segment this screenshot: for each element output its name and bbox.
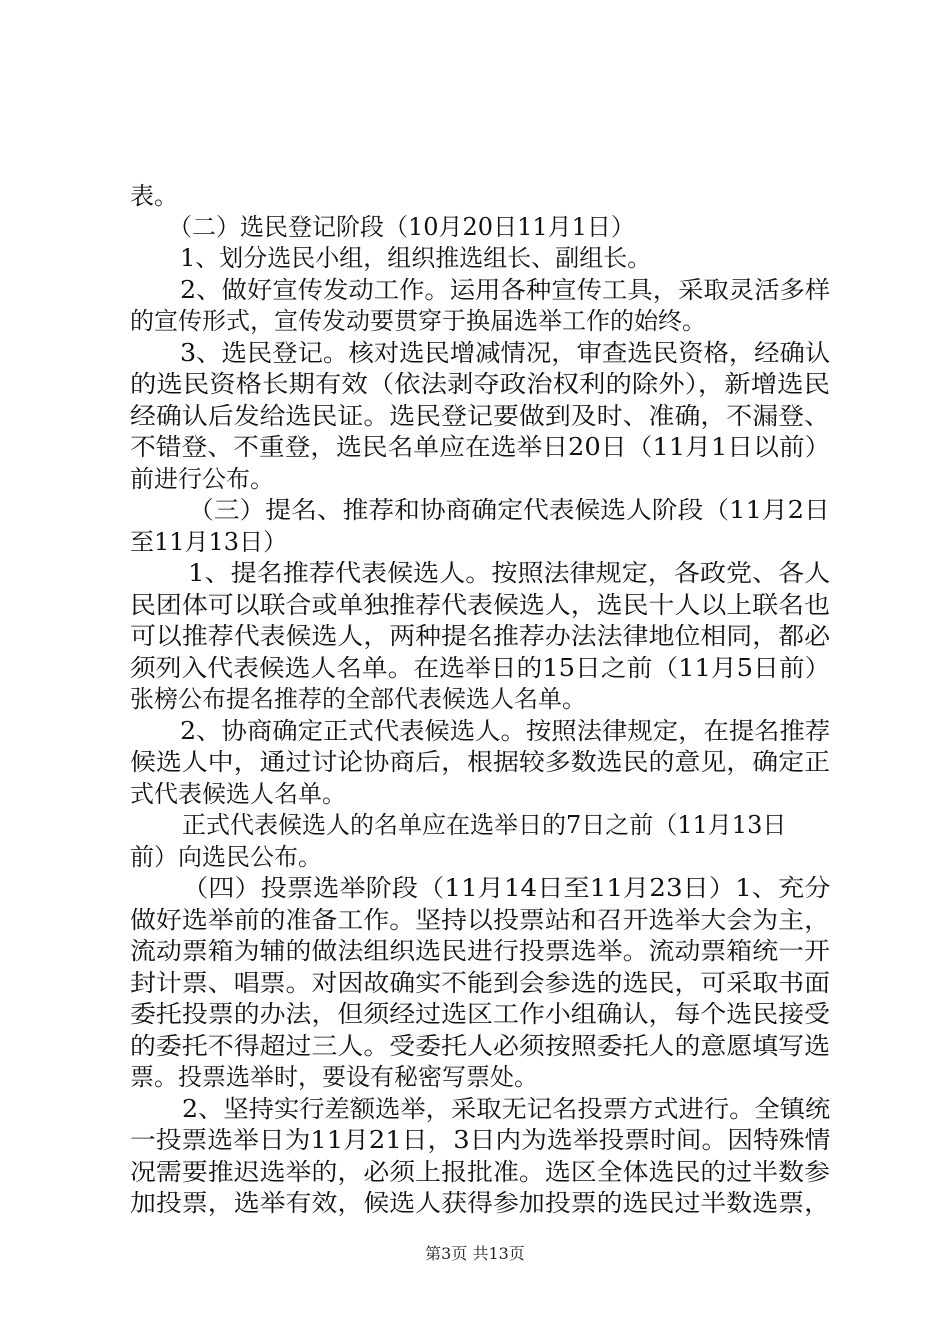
paragraph-line: 的选民资格长期有效（依法剥夺政治权利的除外），新增选民 bbox=[130, 370, 830, 398]
paragraph-line: 的宣传形式，宣传发动要贯穿于换届选举工作的始终。 bbox=[130, 307, 706, 335]
paragraph-line: 2、做好宣传发动工作。运用各种宣传工具，采取灵活多样 bbox=[180, 276, 831, 304]
paragraph-line: 3、选民登记。核对选民增减情况，审查选民资格，经确认 bbox=[180, 339, 831, 367]
section-heading-line: 至11月13日） bbox=[130, 528, 288, 556]
paragraph-line: 流动票箱为辅的做法组织选民进行投票选举。流动票箱统一开 bbox=[130, 937, 830, 965]
paragraph-line: 前）向选民公布。 bbox=[130, 843, 322, 871]
paragraph-line: 不错登、不重登，选民名单应在选举日20日（11月1日以前） bbox=[130, 433, 831, 461]
paragraph-line: 2、协商确定正式代表候选人。按照法律规定，在提名推荐 bbox=[180, 717, 831, 745]
paragraph-line: 1、划分选民小组，组织推选组长、副组长。 bbox=[180, 244, 652, 272]
paragraph-line: 表。 bbox=[130, 182, 178, 210]
section-heading-line: （三）提名、推荐和协商确定代表候选人阶段（11月2日 bbox=[188, 496, 830, 524]
paragraph-line: 委托投票的办法，但须经过选区工作小组确认，每个选民接受 bbox=[130, 1000, 830, 1028]
paragraph-line: 候选人中，通过讨论协商后，根据较多数选民的意见，确定正 bbox=[130, 748, 830, 776]
paragraph-line: 正式代表候选人的名单应在选举日的7日之前（11月13日 bbox=[182, 811, 787, 839]
paragraph-line: 2、坚持实行差额选举，采取无记名投票方式进行。全镇统 bbox=[182, 1095, 831, 1123]
paragraph-line: 经确认后发给选民证。选民登记要做到及时、准确，不漏登、 bbox=[130, 402, 830, 430]
paragraph-line: 况需要推迟选举的，必须上报批准。选区全体选民的过半数参 bbox=[130, 1158, 830, 1186]
paragraph-line: 加投票，选举有效，候选人获得参加投票的选民过半数选票， bbox=[130, 1189, 830, 1217]
paragraph-line: 1、提名推荐代表候选人。按照法律规定，各政党、各人 bbox=[188, 559, 831, 587]
paragraph-line: 式代表候选人名单。 bbox=[130, 780, 346, 808]
paragraph-line: 可以推荐代表候选人，两种提名推荐办法法律地位相同，都必 bbox=[130, 622, 830, 650]
paragraph-line: 一投票选举日为11月21日，3日内为选举投票时间。因特殊情 bbox=[130, 1126, 831, 1154]
paragraph-line: 封计票、唱票。对因故确实不能到会参选的选民，可采取书面 bbox=[130, 969, 830, 997]
page-number-footer: 第3页 共13页 bbox=[425, 1244, 525, 1263]
section-heading-line: （四）投票选举阶段（11月14日至11月23日）1、充分 bbox=[182, 874, 831, 902]
paragraph-line: 做好选举前的准备工作。坚持以投票站和召开选举大会为主， bbox=[130, 906, 830, 934]
paragraph-line: 票。投票选举时，要设有秘密写票处。 bbox=[130, 1063, 538, 1091]
paragraph-line: 的委托不得超过三人。受委托人必须按照委托人的意愿填写选 bbox=[130, 1032, 830, 1060]
paragraph-line: 须列入代表候选人名单。在选举日的15日之前（11月5日前） bbox=[130, 654, 831, 682]
paragraph-line: 前进行公布。 bbox=[130, 465, 274, 493]
paragraph-line: 民团体可以联合或单独推荐代表候选人，选民十人以上联名也 bbox=[130, 591, 830, 619]
section-heading-line: （二）选民登记阶段（10月20日11月1日） bbox=[168, 213, 635, 241]
paragraph-line: 张榜公布提名推荐的全部代表候选人名单。 bbox=[130, 685, 586, 713]
